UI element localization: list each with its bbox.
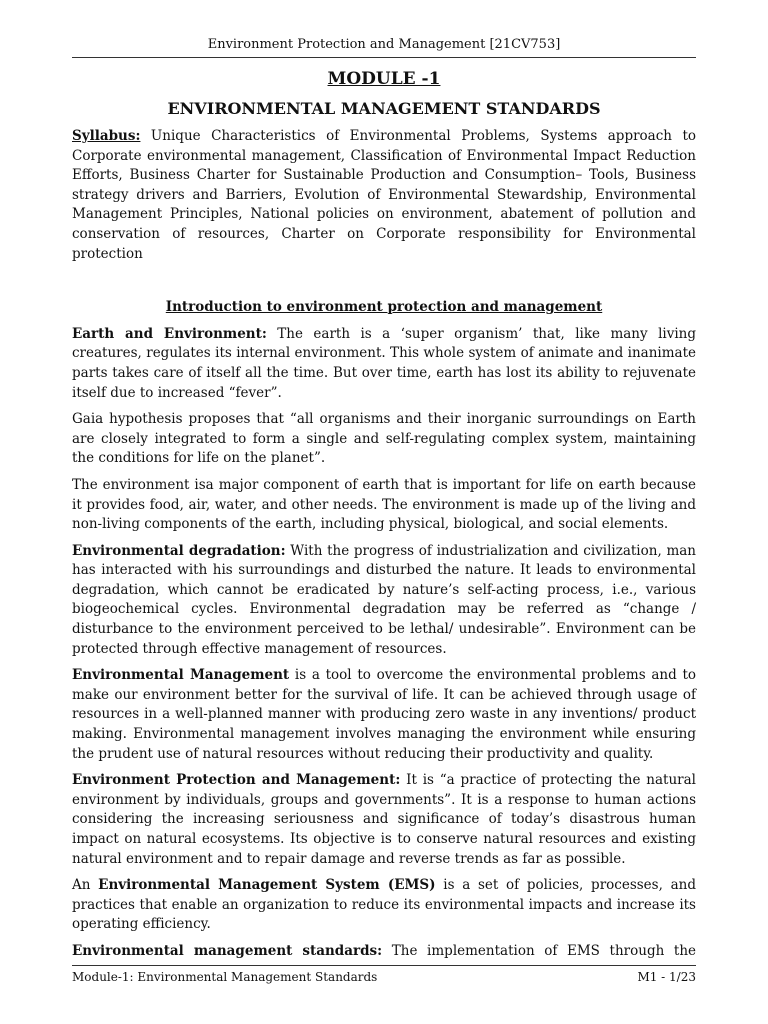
paragraph-standards: [72, 942, 696, 962]
paragraph-text: is a set of policies, processes, and practices that enable an organization to reduce its environmental impacts and increase its operating efficiency.: [72, 877, 696, 933]
paragraph-degradation: [72, 542, 696, 660]
module-title: MODULE -1: [327, 69, 441, 89]
paragraph-environment: The environment isa major component of earth that is important for life on earth because it provides food, air, water, and other needs. The environment is made up of the living and non-living components of the earth, including physical, biological, and social elements.: [72, 476, 696, 533]
term-management: Environmental Management: [72, 667, 290, 684]
syllabus-text: Unique Characteristics of Environmental Problems, Systems approach to Corporate environmental management, Classification of Environmental Impact Reduction Efforts, Business Charter for Sustainable Production and Consumption– Tools, Business strategy drivers and Barriers, Evolution of Environmental Stewardship, Environmental Management Principles, National policies on environment, abatement of pollution and conservation of resources, Charter on Corporate responsibility for Environmental protection: [72, 128, 696, 262]
paragraph-text: The earth is a ‘super organism’ that, like many living creatures, regulates its internal environment. This whole system of animate and inanimate parts takes care of itself all the time. But over time, earth has lost its ability to rejuvenate itself due to increased “fever”.: [72, 325, 696, 401]
syllabus-label: Syllabus:: [72, 128, 141, 144]
paragraph-text: is a tool to overcome the environmental problems and to make our environment better for the survival of life. It can be achieved through usage of resources in a well-planned manner with producing zero waste in any inventions/ product making. Environmental management involves managing the environment while ensuring the prudent use of natural resources without reducing their productivity and quality.: [72, 667, 697, 762]
page-footer: [72, 965, 696, 985]
term-standards: Environmental management standards:: [72, 942, 383, 959]
paragraph-ems: [72, 876, 696, 935]
paragraph-text: With the progress of industrialization and civilization, man has interacted with his surroundings and disturbed the nature. It leads to environmental degradation, which cannot be eradicated by nature’s self-acting process, i.e., various biogeochemical cycles. Environmental degradation may be referred as “change / disturbance to the environment perceived to be lethal/ undesirable”. Environment can be protected through effective management of resources.: [72, 542, 696, 657]
term-ems: Environmental Management System (EMS): [98, 877, 436, 894]
term-earth: Earth and Environment:: [72, 325, 267, 342]
footer-module-label: Module-1: Environmental Management Standards: [72, 970, 378, 984]
syllabus-paragraph: [72, 127, 696, 264]
paragraph-prefix: An: [72, 877, 99, 894]
body-text: [72, 127, 696, 969]
page-number: M1 - 1/23: [637, 970, 696, 984]
paragraph-text: It is “a practice of protecting the natural environment by individuals, groups and governments”. It is a response to human actions considering the increasing seriousness and significance of today’s disastrous human impact on natural ecosystems. Its objective is to conserve natural resources and existing natural environment and to repair damage and reverse trends as far as possible.: [72, 772, 696, 867]
paragraph-text: The implementation of EMS through the: [382, 942, 697, 959]
page-title: ENVIRONMENTAL MANAGEMENT STANDARDS: [167, 99, 601, 118]
paragraph-gaia: Gaia hypothesis proposes that “all organisms and their inorganic surroundings on Earth are closely integrated to form a single and self-regulating complex system, maintaining the conditions for life on the planet”.: [72, 411, 696, 467]
term-degradation: Environmental degradation:: [72, 542, 286, 559]
running-header: Environment Protection and Management [21CV753]: [72, 37, 696, 58]
paragraph-protection: [72, 771, 696, 869]
section-heading: Introduction to environment protection and management: [165, 299, 603, 316]
paragraph-earth: [72, 325, 696, 403]
paragraph-management: [72, 666, 696, 764]
term-protection: Environment Protection and Management:: [72, 772, 401, 789]
